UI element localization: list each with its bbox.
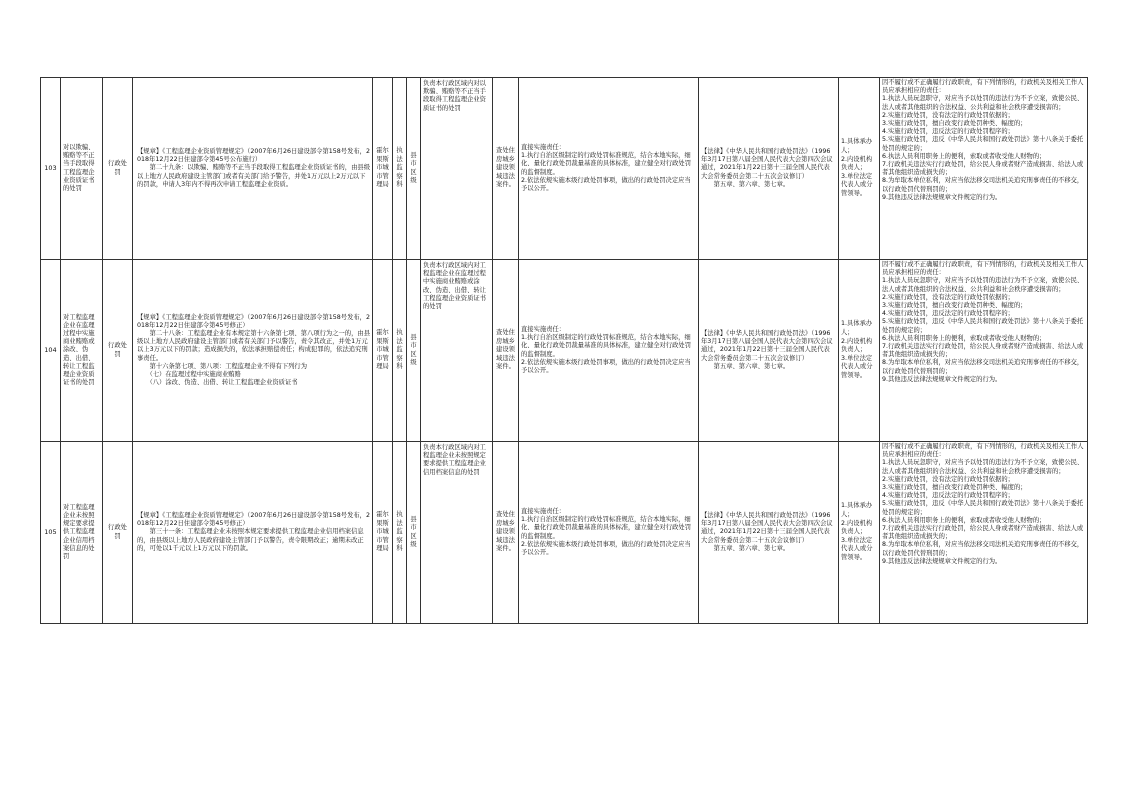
accountability-item: 3.实施行政处罚，擅自改变行政处罚种类、幅度的；: [882, 484, 1027, 492]
legal-basis-cell: [133, 78, 373, 260]
table-body: [41, 78, 1088, 624]
cooperation-duty: 查处住房城乡建设领域违法案件。: [496, 147, 515, 189]
implementation-duty-cell: [519, 260, 699, 442]
item-type-cell: [103, 78, 133, 260]
item-type-cell: [103, 260, 133, 442]
accountability-item: 4.实施行政处罚，违反法定的行政处罚程序的；: [882, 310, 1014, 318]
accountability-item: 因不履行或不正确履行行政职责，有下列情形的，行政机关及相关工作人员应承担相应的责任：: [882, 261, 1084, 277]
item-name-cell: [61, 78, 103, 260]
administrative-level: 县市区级: [410, 333, 417, 366]
item-name-cell: [61, 260, 103, 442]
accountability-item: 5.实施行政处罚，违反《中华人民共和国行政处罚法》第十八条关于委托处罚的规定的；: [882, 500, 1084, 516]
administrative-level: 县市区级: [410, 151, 417, 184]
executing-unit: 执法监察科: [396, 147, 403, 189]
accountability-item: 8.为牟取本单位私利，对应当依法移交司法机关追究刑事责任的不移交，以行政处罚代替刑罚的；: [882, 177, 1084, 193]
duty-legal-basis: 【法律】《中华人民共和国行政处罚法》（1996年3月17日第八届全国人民代表大会第四次会议通过，2021年1月22日第十三届全国人民代表大会常务委员会第二十五次会议修订） 第五章、第六章、第七章。: [701, 511, 833, 552]
implementing-department-cell: [373, 260, 393, 442]
duty-legal-basis-cell: [699, 78, 839, 260]
responsible-subject: 1.具体承办人； 2.内设机构负责人； 3.单位法定代表人或分管领导。: [841, 502, 873, 561]
item-number: 104: [44, 346, 57, 355]
executing-unit-cell: [393, 260, 407, 442]
cooperation-duty-cell: [493, 260, 519, 442]
administrative-level-cell: [407, 78, 421, 260]
accountability-item: 8.为牟取本单位私利，对应当依法移交司法机关追究刑事责任的不移交，以行政处罚代替刑罚的；: [882, 359, 1084, 375]
item-name: 对工程监理企业未按照规定要求提供工程监理企业信用档案信息的处罚: [63, 503, 95, 560]
cooperation-duty: 查处住房城乡建设领域违法案件。: [496, 511, 515, 553]
responsible-subject-cell: [839, 260, 880, 442]
responsibility-scope-cell: [421, 78, 493, 260]
item-type: 行政处罚: [108, 524, 127, 540]
implementation-duty: 直接实施责任： 1.执行自治区级制定的行政处罚标准规范，结合本地实际，细化、量化行政处罚裁量基准的具体标准，建立健全对行政处罚的监督制度。 2.依法依规实施本级行政处罚事项，做出的行政处罚决定应当予以公开。: [521, 507, 692, 556]
accountability-item: 1.执法人员玩忽职守，对应当予以处罚的违法行为不予立案，致使公民、法人或者其他组织的合法权益、公共利益和社会秩序遭受损害的；: [882, 95, 1084, 111]
responsible-subject: 1.具体承办人； 2.内设机构负责人； 3.单位法定代表人或分管领导。: [841, 138, 873, 197]
item-name: 对以欺骗、贿赂等不正当手段取得工程监理企业资质证书的处罚: [63, 143, 95, 192]
accountability-item: 4.实施行政处罚，违反法定的行政处罚程序的；: [882, 128, 1014, 136]
implementation-duty: 直接实施责任： 1.执行自治区级制定的行政处罚标准规范，结合本地实际，细化、量化行政处罚裁量基准的具体标准，建立健全对行政处罚的监督制度。 2.依法依规实施本级行政处罚事项，做出的行政处罚决定应当予以公开。: [521, 325, 692, 374]
duty-legal-basis-cell: [699, 442, 839, 624]
accountability-item: 9.其他违反法律法规规章文件规定的行为。: [882, 193, 1002, 201]
accountability-item: 5.实施行政处罚，违反《中华人民共和国行政处罚法》第十八条关于委托处罚的规定的；: [882, 136, 1084, 152]
accountability-item: 因不履行或不正确履行行政职责，有下列情形的，行政机关及相关工作人员应承担相应的责任：: [882, 443, 1084, 459]
executing-unit-cell: [393, 78, 407, 260]
item-name: 对工程监理企业在监理过程中实施商业贿赂或涂改、伪造、出借、转让工程监理企业资质证书的处罚: [63, 313, 95, 387]
item-type: 行政处罚: [108, 342, 127, 358]
executing-unit: 执法监察科: [396, 511, 403, 553]
implementing-department: 霍尔果斯市城市管理局: [376, 147, 389, 189]
accountability-item: 7.行政机关违法实行行政处罚，给公民人身或者财产造成损害、给法人或者其他组织造成损失的；: [882, 161, 1084, 177]
accountability-cell: [880, 78, 1088, 260]
responsible-subject-cell: [839, 78, 880, 260]
accountability-item: 2.实施行政处罚，没有法定的行政处罚依据的；: [882, 475, 1014, 483]
accountability-item: 8.为牟取本单位私利，对应当依法移交司法机关追究刑事责任的不移交，以行政处罚代替刑罚的；: [882, 541, 1084, 557]
item-number: 105: [44, 528, 57, 537]
administrative-level-cell: [407, 442, 421, 624]
accountability-item: 2.实施行政处罚，没有法定的行政处罚依据的；: [882, 293, 1014, 301]
accountability-item: 9.其他违反法律法规规章文件规定的行为。: [882, 375, 1002, 383]
duty-legal-basis: 【法律】《中华人民共和国行政处罚法》（1996年3月17日第八届全国人民代表大会第四次会议通过，2021年1月22日第十三届全国人民代表大会常务委员会第二十五次会议修订） 第五章、第六章、第七章。: [701, 147, 833, 188]
duty-legal-basis-cell: [699, 260, 839, 442]
responsibility-scope: 负责本行政区域内对工程监理企业未按照规定要求提供工程监理企业信用档案信息的处罚: [423, 444, 486, 476]
item-name-cell: [61, 442, 103, 624]
accountability-cell: [880, 260, 1088, 442]
accountability-item: 4.实施行政处罚，违反法定的行政处罚程序的；: [882, 492, 1014, 500]
legal-basis: 【规章】《工程监理企业资质管理规定》（2007年6月26日建设部令第158号发布，2018年12月22日住建部令第45号修正） 第二十八条：工程监理企业有本规定第十六条第七项、第八项行为之一的，由县级以上地方人民政府建设主管部门或者有关部门予以警告，责令其改正，并处1万元以上3万元以下的罚款；造成损失的，依法承担赔偿责任；构成犯罪的，依法追究刑事责任。 第十六条第七项、第八项：工程监理企业不得有下列行为 （七）在监理过程中实施商业贿赂 （八）涂改、伪造、出借、转让工程监理企业资质证书: [137, 313, 370, 387]
legal-basis-cell: [133, 260, 373, 442]
table-row: [41, 442, 1088, 624]
accountability-item: 6.执法人员利用职务上的便利，索取或者收受他人财物的；: [882, 334, 1046, 342]
legal-basis: 【规章】《工程监理企业资质管理规定》（2007年6月26日建设部令第158号发布，2018年12月22日住建部令第45号修正） 第三十一条：工程监理企业未按照本规定要求提供工程监理企业信用档案信息的，由县级以上地方人民政府建设主管部门予以警告，责令限期改正；逾期未改正的，可处以1千元以上1万元以下的罚款。: [137, 511, 370, 552]
implementation-duty-cell: [519, 442, 699, 624]
implementation-duty-cell: [519, 78, 699, 260]
item-number: 103: [44, 164, 57, 173]
responsibility-scope: 负责本行政区域内对工程监理企业在监理过程中实施商业贿赂或涂改、伪造、出借、转让工程监理企业资质证书的处罚: [423, 262, 486, 311]
accountability-item: 3.实施行政处罚，擅自改变行政处罚种类、幅度的；: [882, 120, 1027, 128]
accountability-item: 7.行政机关违法实行行政处罚，给公民人身或者财产造成损害、给法人或者其他组织造成损失的；: [882, 525, 1084, 541]
table-row: [41, 260, 1088, 442]
implementing-department: 霍尔果斯市城市管理局: [376, 329, 389, 371]
item-number-cell: [41, 260, 61, 442]
legal-basis-cell: [133, 442, 373, 624]
accountability-item: 因不履行或不正确履行行政职责，有下列情形的，行政机关及相关工作人员应承担相应的责任：: [882, 79, 1084, 95]
implementing-department-cell: [373, 442, 393, 624]
penalty-table: [40, 77, 1088, 624]
cooperation-duty-cell: [493, 78, 519, 260]
implementing-department-cell: [373, 78, 393, 260]
executing-unit: 执法监察科: [396, 329, 403, 371]
accountability-item: 5.实施行政处罚，违反《中华人民共和国行政处罚法》第十八条关于委托处罚的规定的；: [882, 318, 1084, 334]
executing-unit-cell: [393, 442, 407, 624]
accountability-item: 3.实施行政处罚，擅自改变行政处罚种类、幅度的；: [882, 302, 1027, 310]
accountability-item: 6.执法人员利用职务上的便利，索取或者收受他人财物的；: [882, 516, 1046, 524]
item-number-cell: [41, 442, 61, 624]
item-type: 行政处罚: [108, 160, 127, 176]
responsibility-scope-cell: [421, 260, 493, 442]
accountability-cell: [880, 442, 1088, 624]
table-row: [41, 78, 1088, 260]
administrative-level-cell: [407, 260, 421, 442]
item-type-cell: [103, 442, 133, 624]
administrative-level: 县市区级: [410, 515, 417, 548]
cooperation-duty-cell: [493, 442, 519, 624]
accountability-item: 6.执法人员利用职务上的便利，索取或者收受他人财物的；: [882, 152, 1046, 160]
implementation-duty: 直接实施责任： 1.执行自治区级制定的行政处罚标准规范，结合本地实际，细化、量化行政处罚裁量基准的具体标准，建立健全对行政处罚的监督制度。 2.依法依规实施本级行政处罚事项，做出的行政处罚决定应当予以公开。: [521, 143, 692, 192]
legal-basis: 【规章】《工程监理企业资质管理规定》（2007年6月26日建设部令第158号发布，2018年12月22日住建部令第45号公布施行） 第二十九条：以欺骗、贿赂等不正当手段取得工程监理企业资质证书的，由县级以上地方人民政府建设主管部门或者有关部门给予警告，并处1万元以上2万元以下的罚款，申请人3年内不得再次申请工程监理企业资质。: [137, 147, 370, 188]
accountability-item: 1.执法人员玩忽职守，对应当予以处罚的违法行为不予立案，致使公民、法人或者其他组织的合法权益、公共利益和社会秩序遭受损害的；: [882, 459, 1084, 475]
accountability-item: 1.执法人员玩忽职守，对应当予以处罚的违法行为不予立案，致使公民、法人或者其他组织的合法权益、公共利益和社会秩序遭受损害的；: [882, 277, 1084, 293]
accountability-item: 7.行政机关违法实行行政处罚，给公民人身或者财产造成损害、给法人或者其他组织造成损失的；: [882, 343, 1084, 359]
responsible-subject-cell: [839, 442, 880, 624]
implementing-department: 霍尔果斯市城市管理局: [376, 511, 389, 553]
responsible-subject: 1.具体承办人； 2.内设机构负责人； 3.单位法定代表人或分管领导。: [841, 320, 873, 379]
responsibility-scope-cell: [421, 442, 493, 624]
accountability-item: 2.实施行政处罚，没有法定的行政处罚依据的；: [882, 111, 1014, 119]
cooperation-duty: 查处住房城乡建设领域违法案件。: [496, 329, 515, 371]
accountability-item: 9.其他违反法律法规规章文件规定的行为。: [882, 557, 1002, 565]
item-number-cell: [41, 78, 61, 260]
duty-legal-basis: 【法律】《中华人民共和国行政处罚法》（1996年3月17日第八届全国人民代表大会第四次会议通过，2021年1月22日第十三届全国人民代表大会常务委员会第二十五次会议修订） 第五章、第六章、第七章。: [701, 329, 833, 370]
responsibility-scope: 负责本行政区域内对以欺骗、贿赂等不正当手段取得工程监理企业资质证书的处罚: [423, 80, 486, 112]
